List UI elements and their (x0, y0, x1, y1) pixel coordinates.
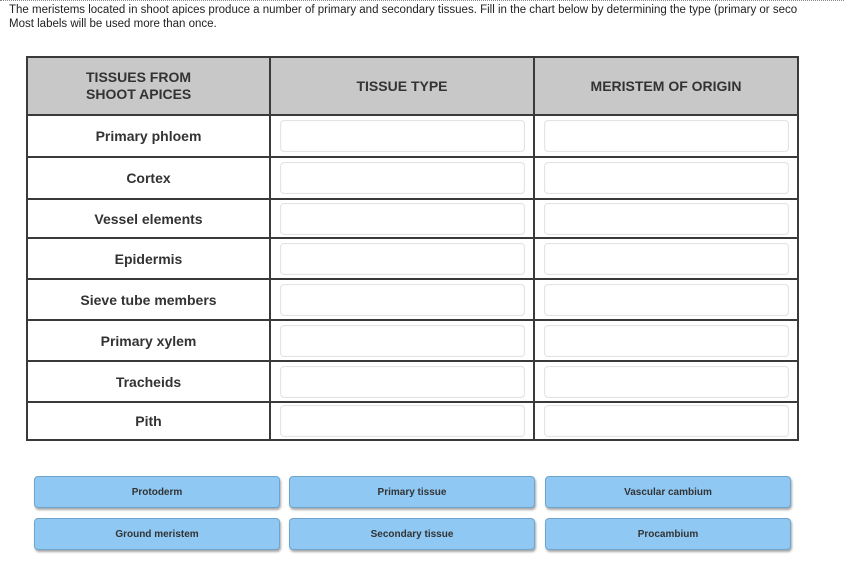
table-row (27, 402, 798, 440)
table-row (27, 115, 798, 157)
tissue-type-drop-zone-cell (270, 238, 534, 279)
tissue-type-drop-zone-cell (270, 279, 534, 320)
table-row (27, 279, 798, 320)
tissue-label: Vessel elements (27, 199, 270, 238)
table-row (27, 238, 798, 279)
meristem-origin-drop-zone-cell (534, 238, 798, 279)
instructions-line-1: The meristems located in shoot apices produce a number of primary and secondary tissues. Fill in the chart below by determining the type (primary or seco (9, 4, 798, 16)
tissue-label: Cortex (27, 157, 270, 199)
table-row (27, 199, 798, 238)
tissue-chart (26, 56, 799, 441)
label-vascular-cambium[interactable]: Vascular cambium (545, 476, 791, 508)
header-tissues (27, 57, 270, 115)
table-row (27, 157, 798, 199)
label-procambium[interactable]: Procambium (545, 518, 791, 550)
label-ground-meristem[interactable]: Ground meristem (34, 518, 280, 550)
meristem-origin-drop-zone-cell (534, 320, 798, 361)
tissue-type-drop-zone[interactable] (280, 162, 525, 194)
meristem-origin-drop-zone[interactable] (544, 243, 789, 275)
tissue-type-drop-zone-cell (270, 320, 534, 361)
meristem-origin-drop-zone[interactable] (544, 284, 789, 316)
meristem-origin-drop-zone[interactable] (544, 405, 789, 437)
instructions-line-2: Most labels will be used more than once. (9, 18, 217, 30)
header-meristem-of-origin: MERISTEM OF ORIGIN (534, 57, 798, 115)
meristem-origin-drop-zone-cell (534, 279, 798, 320)
tissue-type-drop-zone-cell (270, 402, 534, 440)
tissue-type-drop-zone[interactable] (280, 284, 525, 316)
tissue-type-drop-zone[interactable] (280, 405, 525, 437)
meristem-origin-drop-zone-cell (534, 115, 798, 157)
meristem-origin-drop-zone[interactable] (544, 203, 789, 235)
tissue-type-drop-zone[interactable] (280, 325, 525, 357)
tissue-label: Tracheids (27, 361, 270, 402)
tissue-type-drop-zone-cell (270, 115, 534, 157)
tissue-type-drop-zone[interactable] (280, 203, 525, 235)
tissue-label: Epidermis (27, 238, 270, 279)
meristem-origin-drop-zone-cell (534, 361, 798, 402)
top-divider (0, 0, 844, 1)
table-row (27, 320, 798, 361)
tissue-label: Pith (27, 402, 270, 440)
table-row (27, 361, 798, 402)
tissue-type-drop-zone[interactable] (280, 243, 525, 275)
meristem-origin-drop-zone[interactable] (544, 366, 789, 398)
tissue-type-drop-zone[interactable] (280, 366, 525, 398)
tissue-label: Sieve tube members (27, 279, 270, 320)
tissue-type-drop-zone-cell (270, 361, 534, 402)
header-tissues-line-2: SHOOT APICES (86, 86, 192, 102)
meristem-origin-drop-zone[interactable] (544, 120, 789, 152)
tissue-label: Primary xylem (27, 320, 270, 361)
header-tissues-line-1: TISSUES FROM (86, 69, 192, 85)
label-bank (34, 476, 794, 556)
meristem-origin-drop-zone-cell (534, 157, 798, 199)
label-secondary-tissue[interactable]: Secondary tissue (289, 518, 535, 550)
header-row (27, 57, 798, 115)
tissue-label: Primary phloem (27, 115, 270, 157)
meristem-origin-drop-zone-cell (534, 402, 798, 440)
label-primary-tissue[interactable]: Primary tissue (289, 476, 535, 508)
label-protoderm[interactable]: Protoderm (34, 476, 280, 508)
meristem-origin-drop-zone[interactable] (544, 325, 789, 357)
tissue-type-drop-zone-cell (270, 157, 534, 199)
tissue-type-drop-zone-cell (270, 199, 534, 238)
header-tissue-type: TISSUE TYPE (270, 57, 534, 115)
meristem-origin-drop-zone[interactable] (544, 162, 789, 194)
meristem-origin-drop-zone-cell (534, 199, 798, 238)
instructions (9, 3, 844, 31)
tissue-type-drop-zone[interactable] (280, 120, 525, 152)
